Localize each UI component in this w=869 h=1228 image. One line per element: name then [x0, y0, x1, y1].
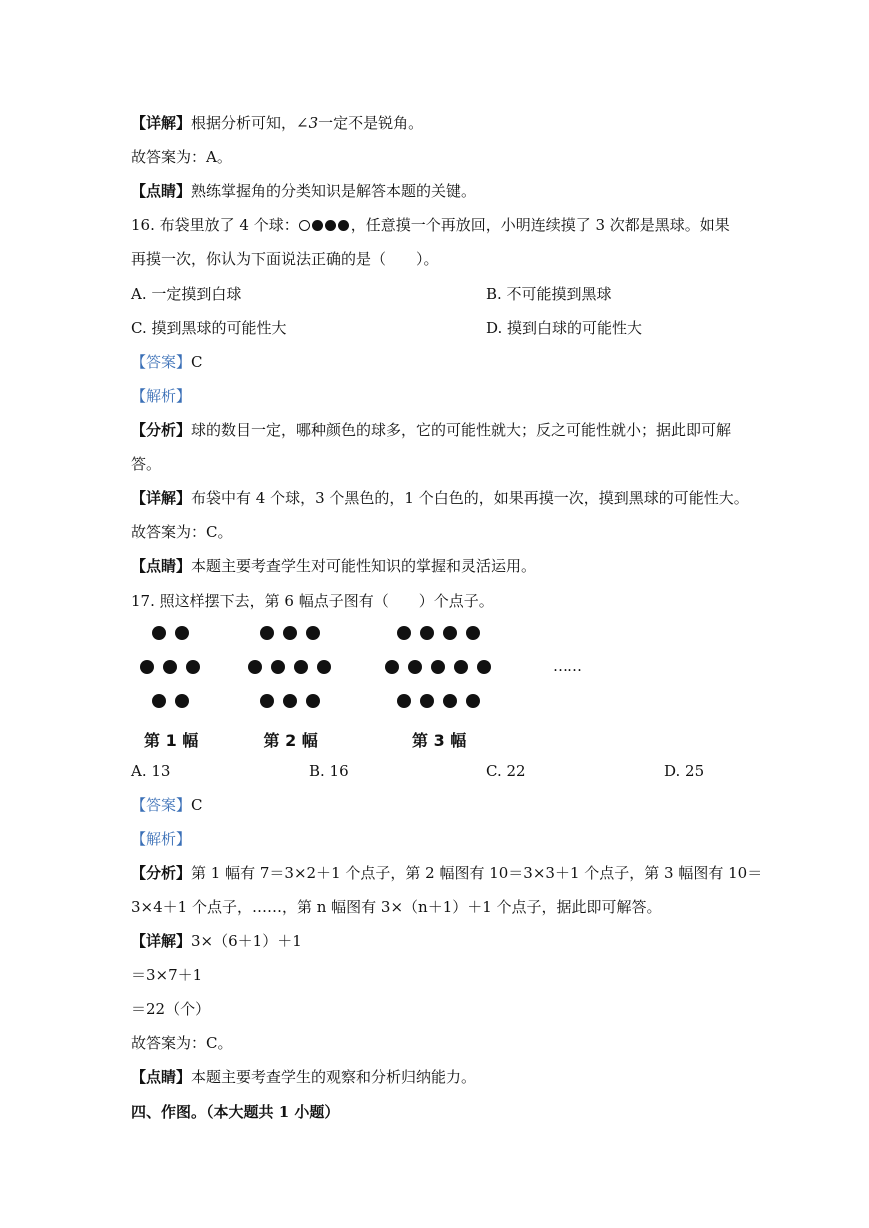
q16-stem-line-2: 再摸一次，你认为下面说法正确的是（ ）。	[131, 250, 439, 268]
dot	[317, 660, 331, 674]
q17-option-c: C. 22	[486, 762, 526, 780]
dot	[466, 626, 480, 640]
note-tag: 【点睛】	[131, 557, 192, 575]
dot	[385, 660, 399, 674]
dot	[443, 694, 457, 708]
fenxi-text: 第 1 幅有 7＝3×2＋1 个点子，第 2 幅图有 10＝3×3＋1 个点子，第 3 幅图有 10＝	[191, 864, 763, 882]
dot	[175, 626, 189, 640]
note-text: 本题主要考查学生对可能性知识的掌握和灵活运用。	[191, 557, 537, 575]
figure-caption: 第 2 幅	[263, 731, 318, 750]
q17-answer-line	[131, 795, 203, 815]
detail-text: 根据分析可知，	[191, 114, 297, 132]
q16-fenxi-line-1	[131, 420, 731, 440]
dot	[408, 660, 422, 674]
dot	[152, 626, 166, 640]
dot	[260, 626, 274, 640]
q16-answer-line	[131, 352, 203, 372]
q15-detail-line	[131, 113, 423, 133]
q16-stem-a: 16. 布袋里放了 4 个球：	[131, 216, 299, 234]
dot	[283, 626, 297, 640]
q16-option-a: A. 一定摸到白球	[131, 285, 242, 303]
fenxi-tag: 【分析】	[131, 421, 192, 439]
detail-tag: 【详解】	[131, 932, 192, 950]
dot	[260, 694, 274, 708]
answer-tag: 【答案】	[131, 353, 192, 371]
q17-stem: 17. 照这样摆下去，第 6 幅点子图有（ ）个点子。	[131, 592, 494, 610]
q16-note-line	[131, 556, 536, 576]
dot	[271, 660, 285, 674]
white-ball-icon	[299, 220, 310, 231]
dot	[306, 694, 320, 708]
black-ball-icon	[325, 220, 336, 231]
dot	[397, 626, 411, 640]
q16-fenxi-line-2: 答。	[131, 455, 162, 473]
q16-stem-b: ，任意摸一个再放回，小明连续摸了 3 次都是黑球。如果	[350, 216, 730, 234]
note-text: 本题主要考查学生的观察和分析归纳能力。	[191, 1068, 477, 1086]
q16-stem-line-1	[131, 215, 730, 235]
note-text: 熟练掌握角的分类知识是解答本题的关键。	[191, 182, 477, 200]
dot	[431, 660, 445, 674]
answer-value: C	[191, 353, 203, 371]
dot	[466, 694, 480, 708]
answer-value: C	[191, 796, 203, 814]
dot	[477, 660, 491, 674]
dot	[163, 660, 177, 674]
dot	[152, 694, 166, 708]
q16-option-d: D. 摸到白球的可能性大	[486, 319, 643, 337]
dot	[443, 626, 457, 640]
q16-option-c: C. 摸到黑球的可能性大	[131, 319, 287, 337]
section-4-title: 四、作图。（本大题共 1 小题）	[131, 1103, 340, 1121]
q16-detail-line	[131, 488, 749, 508]
note-tag: 【点睛】	[131, 182, 192, 200]
fenxi-text: 球的数目一定，哪种颜色的球多，它的可能性就大；反之可能性就小；据此即可解	[191, 421, 732, 439]
dot	[306, 626, 320, 640]
q16-analysis-tag: 【解析】	[131, 387, 192, 405]
answer-tag: 【答案】	[131, 796, 192, 814]
figure-caption: 第 3 幅	[412, 731, 467, 750]
detail-tag: 【详解】	[131, 114, 192, 132]
q17-analysis-tag: 【解析】	[131, 830, 192, 848]
dot	[283, 694, 297, 708]
q17-option-a: A. 13	[131, 762, 171, 780]
q17-fenxi-line-1	[131, 863, 762, 883]
dot	[248, 660, 262, 674]
detail-text: 布袋中有 4 个球，3 个黑色的，1 个白色的，如果再摸一次，摸到黑球的可能性大。	[191, 489, 749, 507]
fenxi-tag: 【分析】	[131, 864, 192, 882]
note-tag: 【点睛】	[131, 1068, 192, 1086]
q16-option-b: B. 不可能摸到黑球	[486, 285, 612, 303]
ball-row	[299, 216, 351, 234]
detail-tag: 【详解】	[131, 489, 192, 507]
dot	[454, 660, 468, 674]
q15-note-line	[131, 181, 476, 201]
dot	[175, 694, 189, 708]
detail-text: 3×（6＋1）＋1	[191, 932, 302, 950]
q17-answer-sentence: 故答案为：C。	[131, 1034, 233, 1052]
dot	[397, 694, 411, 708]
q17-detail-line-1	[131, 931, 302, 951]
dot	[294, 660, 308, 674]
black-ball-icon	[312, 220, 323, 231]
q17-detail-line-3: ＝22（个）	[131, 1000, 211, 1018]
q17-option-b: B. 16	[309, 762, 349, 780]
black-ball-icon	[338, 220, 349, 231]
dot	[140, 660, 154, 674]
detail-text-end: 一定不是锐角。	[318, 114, 424, 132]
dot	[186, 660, 200, 674]
q17-fenxi-line-2: 3×4＋1 个点子，……，第 n 幅图有 3×（n＋1）＋1 个点子，据此即可解答。	[131, 898, 662, 916]
q17-option-d: D. 25	[664, 762, 705, 780]
dot	[420, 694, 434, 708]
dot	[420, 626, 434, 640]
figure-caption: 第 1 幅	[144, 731, 199, 750]
figure-ellipsis: ……	[553, 657, 581, 675]
q17-detail-line-2: ＝3×7＋1	[131, 966, 203, 984]
q15-answer-line: 故答案为：A。	[131, 148, 232, 166]
q17-note-line	[131, 1067, 476, 1087]
angle-label: ∠3	[296, 114, 319, 132]
q16-answer-sentence: 故答案为：C。	[131, 523, 233, 541]
